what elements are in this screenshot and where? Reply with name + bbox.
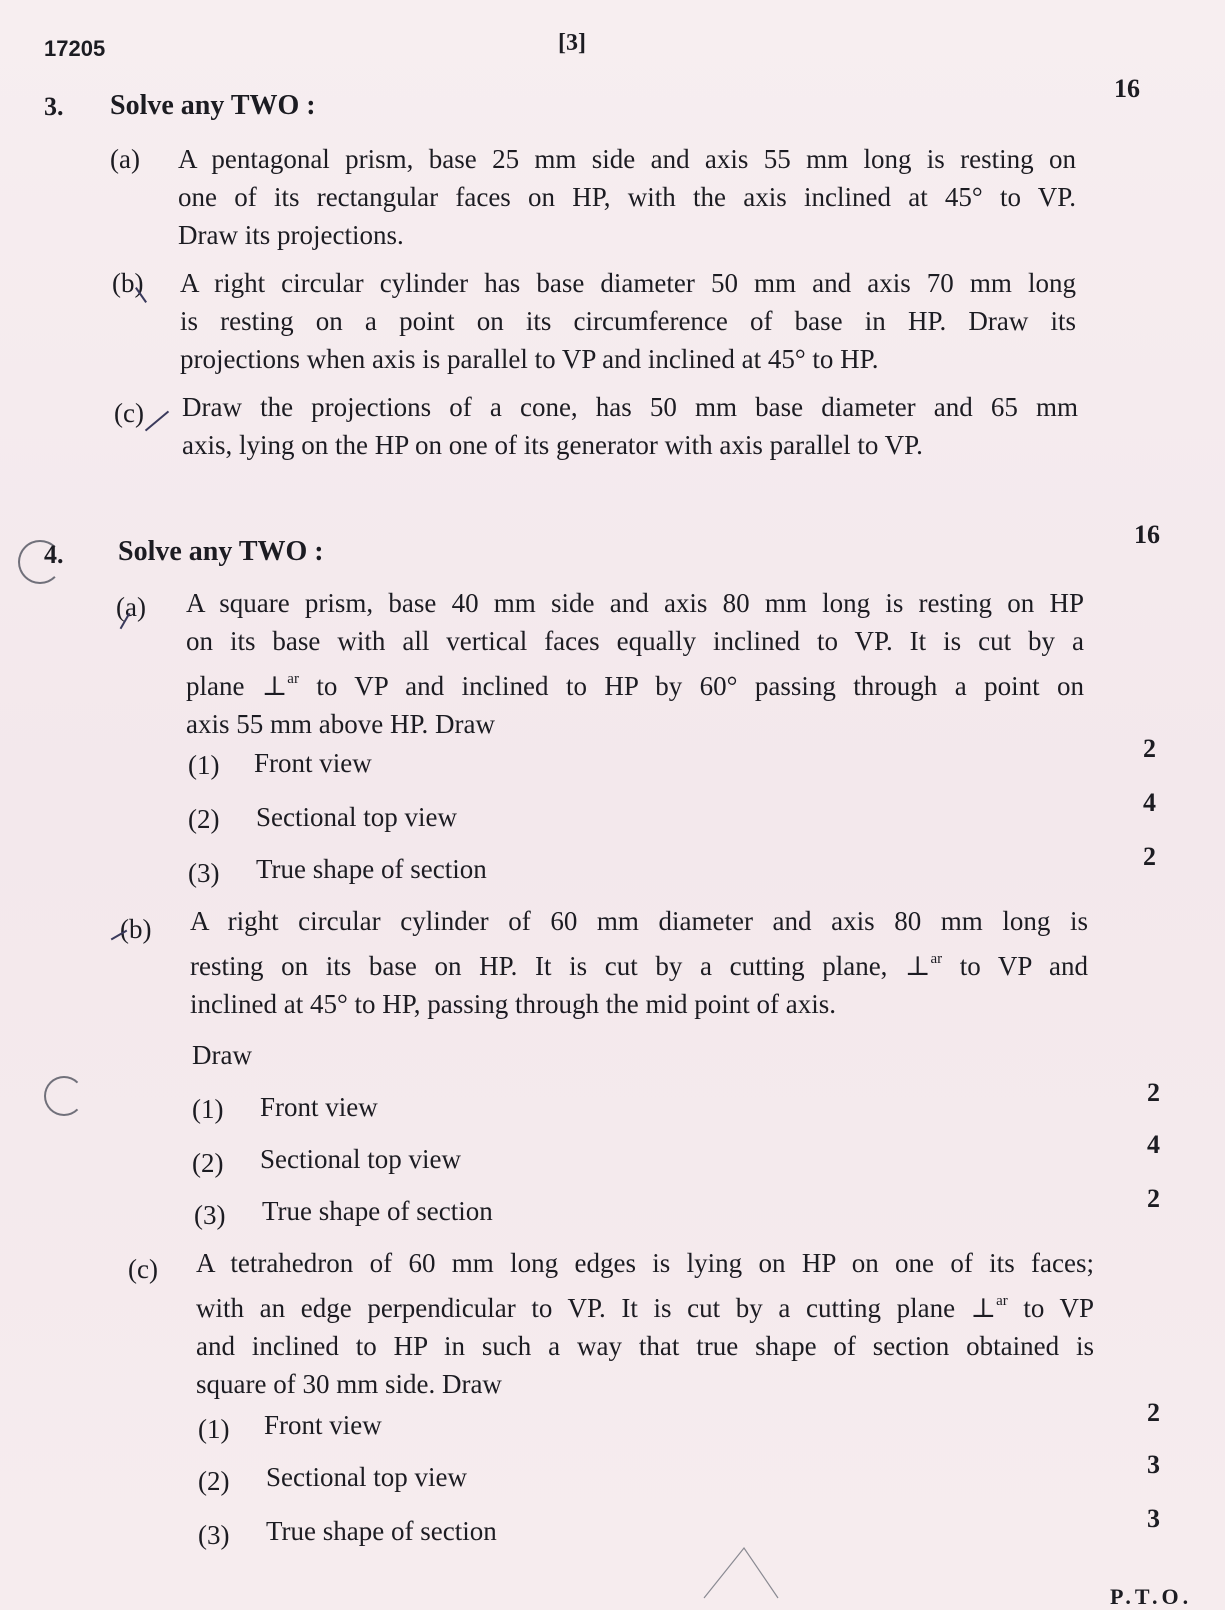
q4c-item-1-text: Front view [264, 1410, 382, 1440]
q4-part-a-label: (a) [116, 592, 146, 622]
q4a-item-3-marks: 2 [1143, 842, 1156, 871]
q4b-item-1-text: Front view [260, 1092, 378, 1122]
q4-part-a-text [186, 584, 1084, 743]
q3-part-a-text [178, 140, 1076, 254]
text-line: Draw its projections. [178, 220, 404, 250]
q4c-item-3-marks: 3 [1147, 1504, 1160, 1533]
q4b-item-2-label: (2) [192, 1148, 224, 1178]
question-3-title: Solve any TWO : [110, 90, 316, 121]
text-line [186, 660, 1084, 705]
text-line: A pentagonal prism, base 25 mm side and axis 55 mm long is resting on [178, 144, 1076, 174]
q4c-item-2-label: (2) [198, 1466, 230, 1496]
q4c-item-2-marks: 3 [1147, 1450, 1160, 1479]
text-line: A right circular cylinder of 60 mm diameter and axis 80 mm long is [190, 906, 1088, 936]
text-line: and inclined to HP in such a way that true shape of section obtained is [196, 1331, 1094, 1361]
q4c-item-3-label: (3) [198, 1520, 230, 1550]
hole-punch-mark [44, 1076, 84, 1116]
question-4-marks: 16 [1134, 520, 1160, 549]
q4c-item-1-label: (1) [198, 1414, 230, 1444]
superscript: ar [930, 951, 943, 967]
q3-part-c-label: (c) [114, 398, 144, 428]
question-3-marks: 16 [1114, 74, 1140, 103]
q4c-item-1-marks: 2 [1147, 1398, 1160, 1427]
q4b-item-1-marks: 2 [1147, 1078, 1160, 1107]
tick-mark [145, 411, 169, 432]
q4a-item-1-text: Front view [254, 748, 372, 778]
text-line: is resting on a point on its circumference of base in HP. Draw its [180, 306, 1076, 336]
superscript: ar [996, 1293, 1008, 1309]
text-line [196, 1282, 1094, 1327]
text-line: A tetrahedron of 60 mm long edges is lying on HP on one of its faces; [196, 1248, 1094, 1278]
superscript: ar [287, 671, 299, 687]
q4b-item-3-text: True shape of section [262, 1196, 493, 1226]
q3-part-c-text [182, 388, 1078, 464]
paper-code: 17205 [44, 36, 106, 61]
text-line-post: to VP [1007, 1293, 1095, 1323]
q4a-item-3-text: True shape of section [256, 854, 487, 884]
q4a-item-2-text: Sectional top view [256, 802, 457, 832]
q4a-item-2-marks: 4 [1143, 788, 1156, 817]
q4b-item-1-label: (1) [192, 1094, 224, 1124]
text-line: projections when axis is parallel to VP and inclined at 45° to HP. [180, 344, 879, 374]
show-through-marks [300, 490, 305, 513]
q4-part-c-label: (c) [128, 1254, 158, 1284]
text-line: A square prism, base 40 mm side and axis 80 mm long is resting on HP [186, 588, 1084, 618]
text-line: inclined at 45° to HP, passing through the mid point of axis. [190, 989, 836, 1019]
q4b-item-3-label: (3) [194, 1200, 226, 1230]
perp-symbol-text: plane ⊥ [186, 671, 288, 701]
page-number: [3] [558, 30, 586, 56]
q4b-draw-label: Draw [192, 1040, 252, 1070]
text-line-rest: to VP and inclined to HP by 60° passing through a point on [298, 671, 1084, 701]
question-4-title: Solve any TWO : [118, 536, 324, 567]
q4a-item-2-label: (2) [188, 804, 220, 834]
text-line: Draw the projections of a cone, has 50 mm base diameter and 65 mm [182, 392, 1078, 422]
text-line: axis, lying on the HP on one of its generator with axis parallel to VP. [182, 430, 923, 460]
text-line-pre: resting on its base on HP. It is cut by a cutting plane, ⊥ [190, 951, 931, 981]
q4-part-c-text [196, 1244, 1094, 1403]
q4c-item-3-text: True shape of section [266, 1516, 497, 1546]
text-line: axis 55 mm above HP. Draw [186, 709, 495, 739]
q4c-item-2-text: Sectional top view [266, 1462, 467, 1492]
pto-label: P.T.O. [1110, 1584, 1193, 1609]
q3-part-a-label: (a) [110, 144, 140, 174]
text-line: one of its rectangular faces on HP, with the axis inclined at 45° to VP. [178, 182, 1076, 212]
q3-part-b-text [180, 264, 1076, 378]
q4b-item-2-text: Sectional top view [260, 1144, 461, 1174]
text-line [190, 940, 1088, 985]
q4a-item-3-label: (3) [188, 858, 220, 888]
q4-part-b-label: (b) [120, 914, 152, 944]
text-line: on its base with all vertical faces equally inclined to VP. It is cut by a [186, 626, 1084, 656]
q4b-item-3-marks: 2 [1147, 1184, 1160, 1213]
q4-part-b-text [190, 902, 1088, 1023]
q4a-item-1-label: (1) [188, 750, 220, 780]
q4b-item-2-marks: 4 [1147, 1130, 1160, 1159]
text-line-pre: with an edge perpendicular to VP. It is cut by a cutting plane ⊥ [196, 1293, 997, 1323]
text-line-post: to VP and [942, 951, 1088, 981]
text-line: A right circular cylinder has base diameter 50 mm and axis 70 mm long [180, 268, 1076, 298]
text-line: square of 30 mm side. Draw [196, 1369, 502, 1399]
question-4-number: 4. [44, 540, 64, 569]
q4a-item-1-marks: 2 [1143, 734, 1156, 763]
q3-part-b-label: (b) [112, 268, 144, 298]
pencil-triangle-mark [700, 1540, 780, 1600]
question-3-number: 3. [44, 92, 64, 121]
